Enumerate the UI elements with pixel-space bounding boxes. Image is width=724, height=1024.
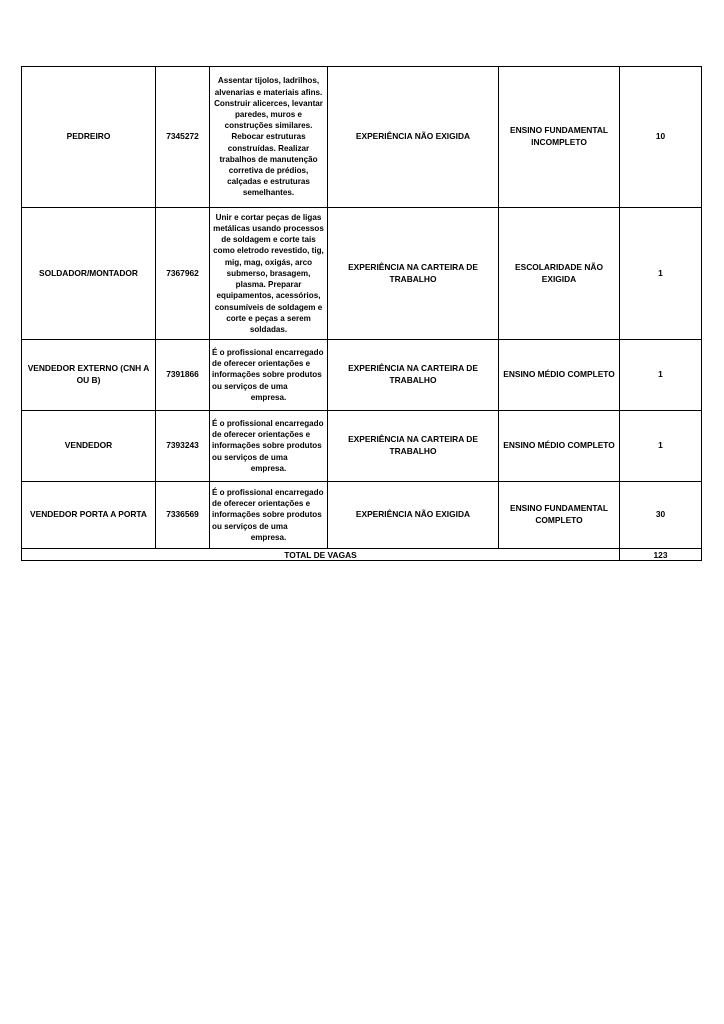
vacancies-table: [21, 66, 702, 561]
code-cell: 7336569: [156, 482, 210, 549]
code-cell: 7393243: [156, 411, 210, 482]
experience-cell: EXPERIÊNCIA NA CARTEIRA DE TRABALHO: [328, 411, 499, 482]
total-row: [22, 549, 702, 561]
description-cell: É o profissional encarregado de oferecer orientações e informações sobre produtos ou serviços de uma empresa.: [210, 482, 328, 549]
vacancies-cell: 1: [620, 411, 702, 482]
experience-cell: EXPERIÊNCIA NÃO EXIGIDA: [328, 482, 499, 549]
table-row: [22, 67, 702, 208]
education-cell: ENSINO MÉDIO COMPLETO: [499, 411, 620, 482]
experience-cell: EXPERIÊNCIA NÃO EXIGIDA: [328, 67, 499, 208]
occupation-cell: VENDEDOR EXTERNO (CNH A OU B): [22, 340, 156, 411]
occupation-cell: VENDEDOR PORTA A PORTA: [22, 482, 156, 549]
description-cell: Assentar tijolos, ladrilhos, alvenarias e materiais afins. Construir alicerces, levantar paredes, muros e construções similares. Rebocar estruturas construídas. Realizar trabalhos de manutenção corretiva de prédios, calçadas e estruturas semelhantes.: [210, 67, 328, 208]
table-row: [22, 482, 702, 549]
table-row: [22, 208, 702, 340]
table-row: [22, 411, 702, 482]
vacancies-cell: 1: [620, 208, 702, 340]
total-value: 123: [620, 549, 702, 561]
description-cell: Unir e cortar peças de ligas metálicas usando processos de soldagem e corte tais como eletrodo revestido, tig, mig, mag, oxigás, arco submerso, brasagem, plasma. Preparar equipamentos, acessórios, consumíveis de soldagem e corte e peças a serem soldadas.: [210, 208, 328, 340]
code-cell: 7391866: [156, 340, 210, 411]
occupation-cell: PEDREIRO: [22, 67, 156, 208]
education-cell: ENSINO MÉDIO COMPLETO: [499, 340, 620, 411]
code-cell: 7367962: [156, 208, 210, 340]
vacancies-cell: 30: [620, 482, 702, 549]
code-cell: 7345272: [156, 67, 210, 208]
experience-cell: EXPERIÊNCIA NA CARTEIRA DE TRABALHO: [328, 208, 499, 340]
vacancies-cell: 10: [620, 67, 702, 208]
occupation-cell: SOLDADOR/MONTADOR: [22, 208, 156, 340]
education-cell: ENSINO FUNDAMENTAL INCOMPLETO: [499, 67, 620, 208]
description-cell: É o profissional encarregado de oferecer orientações e informações sobre produtos ou serviços de uma empresa.: [210, 340, 328, 411]
experience-cell: EXPERIÊNCIA NA CARTEIRA DE TRABALHO: [328, 340, 499, 411]
occupation-cell: VENDEDOR: [22, 411, 156, 482]
total-label: TOTAL DE VAGAS: [22, 549, 620, 561]
vacancies-cell: 1: [620, 340, 702, 411]
education-cell: ESCOLARIDADE NÃO EXIGIDA: [499, 208, 620, 340]
description-cell: É o profissional encarregado de oferecer orientações e informações sobre produtos ou serviços de uma empresa.: [210, 411, 328, 482]
table-row: [22, 340, 702, 411]
education-cell: ENSINO FUNDAMENTAL COMPLETO: [499, 482, 620, 549]
